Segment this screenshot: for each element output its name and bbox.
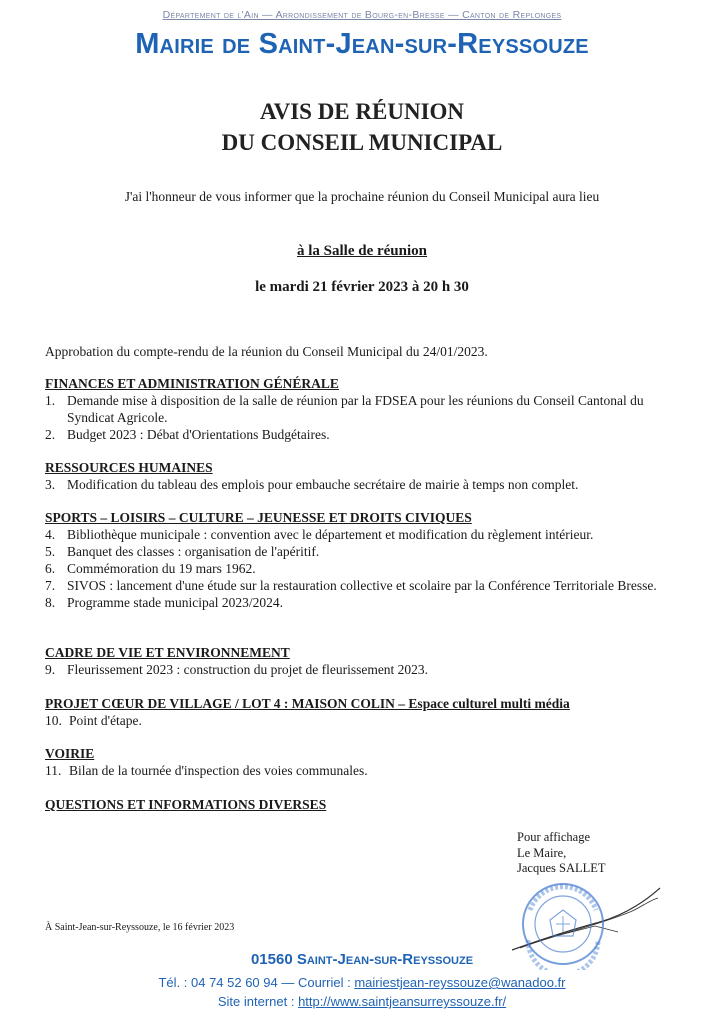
footer-contact-line — [0, 975, 724, 990]
signature-line: Le Maire, — [517, 845, 567, 860]
notice-title — [0, 96, 724, 158]
date-place-line: À Saint-Jean-sur-Reyssouze, le 16 février 2023 — [45, 922, 235, 933]
section-title: RESSOURCES HUMAINES — [45, 460, 213, 475]
agenda-item: 4. Bibliothèque municipale : convention avec le département et modification du règlement intérieur. — [45, 527, 594, 542]
agenda-item: 3. Modification du tableau des emplois pour embauche secrétaire de mairie à temps non complet. — [45, 477, 579, 492]
section-title: FINANCES ET ADMINISTRATION GÉNÉRALE — [45, 376, 339, 391]
section-title: PROJET CŒUR DE VILLAGE / LOT 4 : MAISON COLIN – Espace culturel multi média — [45, 696, 570, 711]
agenda-section-rh — [45, 459, 675, 493]
notice-title-line2: DU CONSEIL MUNICIPAL — [221, 130, 503, 155]
email-link[interactable]: mairiestjean-reyssouze@wanadoo.fr — [354, 975, 566, 990]
agenda-item: 7. SIVOS : lancement d'une étude sur la restauration collective et scolaire par la Conférence Territoriale Bresse. — [45, 578, 657, 593]
agenda-item: 2. Budget 2023 : Débat d'Orientations Budgétaires. — [45, 427, 330, 442]
stamp-emblem-cross — [556, 916, 570, 932]
agenda-item: 8. Programme stade municipal 2023/2024. — [45, 595, 283, 610]
footer-tel-label: Tél. : 04 74 52 60 94 — Courriel : — [158, 975, 355, 990]
agenda-section-finances — [45, 375, 675, 443]
agenda-section-sports — [45, 509, 675, 611]
approval-line: Approbation du compte-rendu de la réunion du Conseil Municipal du 24/01/2023. — [45, 344, 488, 359]
section-title: QUESTIONS ET INFORMATIONS DIVERSES — [45, 797, 327, 812]
agenda-item: 1. Demande mise à disposition de la salle de réunion par la FDSEA pour les réunions du Conseil Cantonal du Syndicat Agricole. — [45, 393, 644, 425]
website-link[interactable]: http://www.saintjeansurreyssouze.fr/ — [298, 994, 507, 1009]
agenda-item: 11. Bilan de la tournée d'inspection des voies communales. — [45, 763, 368, 778]
mairie-title: Mairie de Saint-Jean-sur-Reyssouze — [135, 28, 589, 60]
notice-title-line1: AVIS DE RÉUNION — [259, 99, 465, 124]
agenda-section-cadre-de-vie — [45, 644, 675, 678]
agenda-item: 9. Fleurissement 2023 : construction du projet de fleurissement 2023. — [45, 662, 429, 677]
footer-postal-city: 01560 Saint-Jean-sur-Reyssouze — [250, 951, 474, 968]
administrative-header: Département de l'Ain — Arrondissement de Bourg-en-Bresse — Canton de Replonges — [162, 9, 562, 21]
section-title: CADRE DE VIE ET ENVIRONNEMENT — [45, 645, 290, 660]
signature-line: Pour affichage — [517, 830, 591, 844]
footer-site-line — [0, 994, 724, 1009]
agenda-item: 6. Commémoration du 19 mars 1962. — [45, 561, 256, 576]
intro-text: J'ai l'honneur de vous informer que la prochaine réunion du Conseil Municipal aura lieu — [124, 189, 600, 204]
signature-name: Jacques SALLET — [517, 861, 606, 875]
agenda-item: 10. Point d'étape. — [45, 713, 142, 728]
meeting-datetime: le mardi 21 février 2023 à 20 h 30 — [255, 279, 469, 295]
agenda-section-voirie — [45, 745, 675, 779]
agenda-section-coeur-de-village — [45, 695, 685, 729]
footer-site-label: Site internet : — [217, 994, 299, 1009]
meeting-location: à la Salle de réunion — [296, 243, 427, 259]
section-title: SPORTS – LOISIRS – CULTURE – JEUNESSE ET DROITS CIVIQUES — [45, 510, 472, 525]
agenda-section-questions — [45, 796, 675, 813]
agenda-item: 5. Banquet des classes : organisation de l'apéritif. — [45, 544, 320, 559]
section-title: VOIRIE — [45, 746, 95, 761]
